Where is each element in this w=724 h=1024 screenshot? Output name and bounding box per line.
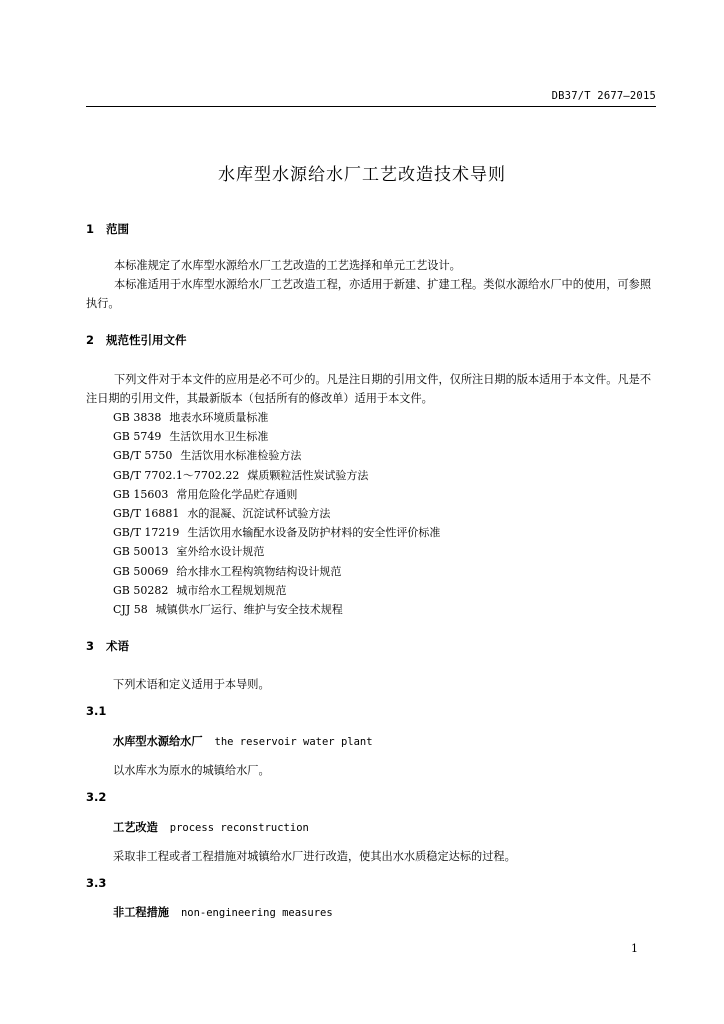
reference-code: GB 15603 xyxy=(113,487,169,501)
reference-code: GB 50013 xyxy=(113,545,169,559)
term-definition: 采取非工程或者工程措施对城镇给水厂进行改造，使其出水水质稳定达标的过程。 xyxy=(113,850,516,863)
document-title: 水库型水源给水厂工艺改造技术导则 xyxy=(218,165,506,185)
reference-title: 生活饮用水输配水设备及防护材料的安全性评价标准 xyxy=(187,526,441,540)
reference-item xyxy=(113,504,440,523)
reference-title: 城市给水工程规划规范 xyxy=(176,583,287,597)
term-number: 3.1 xyxy=(86,704,107,718)
reference-title: 水的混凝、沉淀试杯试验方法 xyxy=(187,507,331,521)
section-title: 规范性引用文件 xyxy=(106,333,187,347)
term-number: 3.2 xyxy=(86,790,107,804)
term-chinese: 非工程措施 xyxy=(113,906,169,919)
term-english: the reservoir water plant xyxy=(214,736,373,748)
section-title: 术语 xyxy=(106,639,129,653)
normative-intro: 下列文件对于本文件的应用是必不可少的。凡是注日期的引用文件，仅所注日期的版本适用于本文件。凡是不注日期的引用文件，其最新版本（包括所有的修改单）适用于本文件。 xyxy=(86,373,652,405)
term-english: non-engineering measures xyxy=(180,907,333,919)
reference-item xyxy=(113,446,440,465)
reference-code: GB 50069 xyxy=(113,564,169,578)
term-chinese: 水库型水源给水厂 xyxy=(113,735,203,748)
reference-title: 给水排水工程构筑物结构设计规范 xyxy=(176,564,342,578)
term-heading xyxy=(113,904,333,920)
section-number: 2 xyxy=(86,333,95,347)
reference-title: 煤质颗粒活性炭试验方法 xyxy=(247,468,369,482)
reference-item xyxy=(113,600,440,619)
reference-code: CJJ 58 xyxy=(113,603,148,617)
term-chinese: 工艺改造 xyxy=(113,821,158,834)
term-definition: 以水库水为原水的城镇给水厂。 xyxy=(113,764,270,777)
reference-code: GB/T 16881 xyxy=(113,507,180,521)
reference-title: 生活饮用水卫生标准 xyxy=(169,430,269,444)
scope-paragraph-2: 本标准适用于水库型水源给水厂工艺改造工程，亦适用于新建、扩建工程。类似水源给水厂中的使用，可参照执行。 xyxy=(86,278,652,310)
section-number: 1 xyxy=(86,222,95,236)
reference-title: 地表水环境质量标准 xyxy=(169,411,269,424)
section-number: 3 xyxy=(86,639,95,653)
header-rule xyxy=(86,106,656,107)
reference-code: GB/T 7702.1～7702.22 xyxy=(113,468,240,482)
reference-code: GB 5749 xyxy=(113,430,162,444)
terms-intro: 下列术语和定义适用于本导则。 xyxy=(113,678,270,691)
scope-paragraph-1: 本标准规定了水库型水源给水厂工艺改造的工艺选择和单元工艺设计。 xyxy=(114,259,461,272)
reference-item xyxy=(113,523,440,542)
standard-code: DB37/T 2677—2015 xyxy=(551,90,656,102)
section-3-heading xyxy=(86,638,129,654)
reference-item xyxy=(113,408,440,427)
reference-code: GB/T 17219 xyxy=(113,526,180,540)
reference-item xyxy=(113,466,440,485)
term-number: 3.3 xyxy=(86,876,107,890)
reference-item xyxy=(113,485,440,504)
reference-item xyxy=(113,562,440,581)
reference-item xyxy=(113,542,440,561)
reference-item xyxy=(113,581,440,600)
section-title: 范围 xyxy=(106,222,129,236)
reference-title: 常用危险化学品贮存通则 xyxy=(176,487,298,501)
reference-title: 城镇供水厂运行、维护与安全技术规程 xyxy=(155,603,343,617)
section-2-heading xyxy=(86,332,187,348)
section-1-heading xyxy=(86,221,129,237)
reference-code: GB 3838 xyxy=(113,411,162,424)
reference-item xyxy=(113,427,440,446)
term-heading xyxy=(113,819,309,835)
page-number: 1 xyxy=(631,942,638,955)
term-heading xyxy=(113,733,373,749)
term-english: process reconstruction xyxy=(169,822,309,834)
reference-code: GB/T 5750 xyxy=(113,449,173,463)
reference-code: GB 50282 xyxy=(113,583,169,597)
reference-title: 生活饮用水标准检验方法 xyxy=(180,449,302,463)
reference-list xyxy=(113,408,440,619)
reference-title: 室外给水设计规范 xyxy=(176,545,265,559)
